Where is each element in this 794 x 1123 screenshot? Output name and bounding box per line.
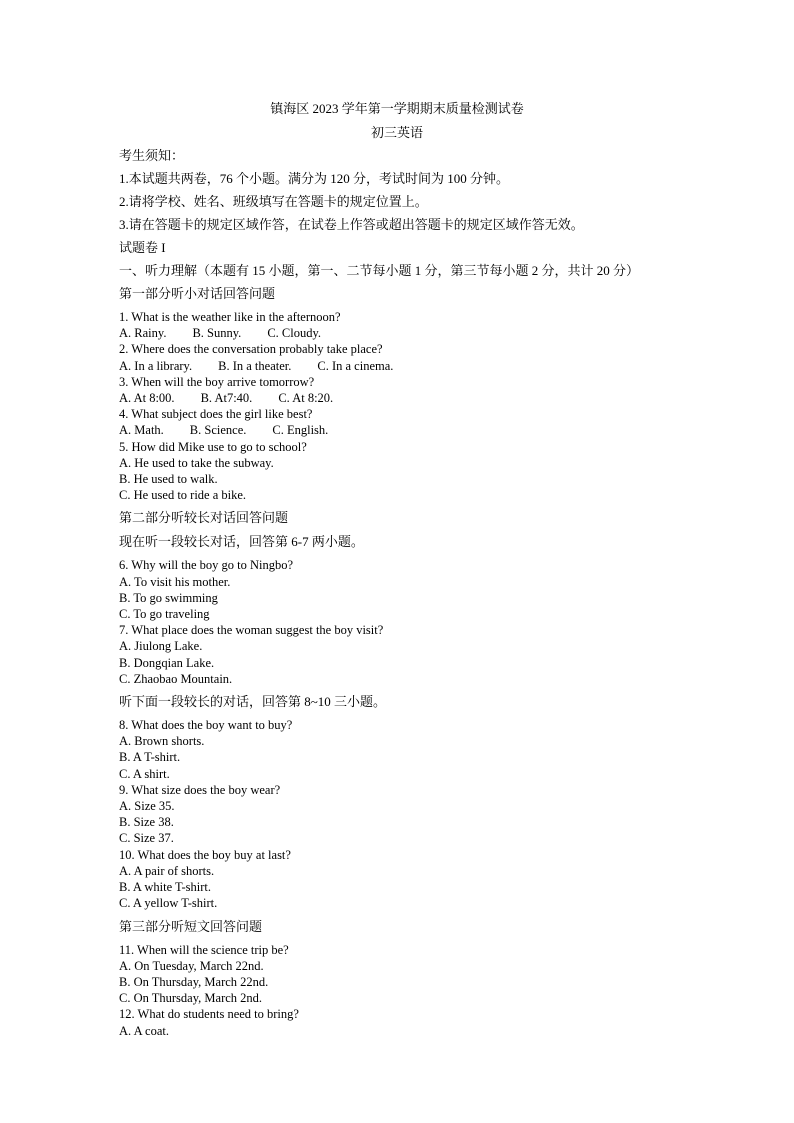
option: A. In a library. — [119, 358, 193, 373]
option-row — [119, 358, 719, 374]
exam-title: 镇海区 2023 学年第一学期期末质量检测试卷 — [270, 101, 524, 116]
part-intro: 听下面一段较长的对话，回答第 8~10 三小题。 — [119, 694, 387, 710]
option: C. English. — [272, 423, 329, 438]
option: B. A T-shirt. — [119, 750, 181, 765]
question-text: 3. When will the boy arrive tomorrow? — [119, 374, 315, 389]
question-text: 6. Why will the boy go to Ningbo? — [119, 558, 294, 573]
option: B. On Thursday, March 22nd. — [119, 974, 269, 989]
question-text: 4. What subject does the girl like best? — [119, 407, 313, 422]
part-title: 第一部分听小对话回答问题 — [119, 286, 276, 301]
question-text: 11. When will the science trip be? — [119, 942, 289, 957]
question-text: 1. What is the weather like in the afternoon? — [119, 310, 341, 324]
option: C. In a cinema. — [317, 358, 394, 373]
option: C. On Thursday, March 2nd. — [119, 991, 263, 1006]
question-text: 2. Where does the conversation probably take place? — [119, 342, 383, 357]
option: C. To go traveling — [119, 607, 210, 622]
option: C. Cloudy. — [267, 326, 322, 341]
option: A. To visit his mother. — [119, 574, 231, 589]
option: B. He used to walk. — [119, 472, 218, 487]
exam-subtitle: 初三英语 — [370, 125, 423, 140]
question-text: 9. What size does the boy wear? — [119, 782, 281, 797]
option: A. A pair of shorts. — [119, 863, 215, 878]
notice-item: 3.请在答题卡的规定区域作答，在试卷上作答或超出答题卡的规定区域作答无效。 — [119, 217, 584, 232]
option: C. A yellow T-shirt. — [119, 896, 218, 911]
notice-item: 1.本试题共两卷，76 个小题。满分为 120 分，考试时间为 100 分钟。 — [119, 171, 510, 186]
notice-item: 2.请将学校、姓名、班级填写在答题卡的规定位置上。 — [119, 194, 428, 209]
option: B. At7:40. — [200, 391, 253, 406]
question-text: 7. What place does the woman suggest the boy visit? — [119, 623, 384, 638]
question-text: 12. What do students need to bring? — [119, 1007, 299, 1022]
option: B. Science. — [189, 423, 247, 438]
option: B. Dongqian Lake. — [119, 655, 215, 670]
exam-content — [119, 148, 719, 1039]
part-intro: 现在听一段较长对话，回答第 6-7 两小题。 — [119, 534, 364, 550]
question-text: 8. What does the boy want to buy? — [119, 718, 293, 733]
option: B. A white T-shirt. — [119, 880, 212, 895]
option-row — [119, 325, 719, 341]
option: A. Brown shorts. — [119, 734, 205, 749]
option: B. Size 38. — [119, 815, 174, 830]
section-title: 一、听力理解（本题有 15 小题，第一、二节每小题 1 分，第三节每小题 2 分，共计 20 分） — [119, 263, 640, 278]
option: C. He used to ride a bike. — [119, 488, 247, 503]
option: C. Size 37. — [119, 831, 174, 846]
option: A. Jiulong Lake. — [119, 639, 203, 654]
option: A. Size 35. — [119, 799, 175, 814]
option: B. In a theater. — [218, 358, 292, 373]
option: C. A shirt. — [119, 766, 170, 781]
notice-heading: 考生须知： — [119, 148, 185, 163]
option: A. At 8:00. — [119, 391, 175, 406]
question-text: 10. What does the boy buy at last? — [119, 847, 291, 862]
option: B. Sunny. — [192, 326, 242, 341]
option: A. On Tuesday, March 22nd. — [119, 958, 264, 973]
option: A. He used to take the subway. — [119, 455, 274, 470]
option: B. To go swimming — [119, 590, 218, 605]
option: C. At 8:20. — [278, 391, 334, 406]
part-title: 第二部分听较长对话回答问题 — [119, 510, 289, 526]
paper-label: 试题卷 I — [119, 240, 166, 255]
option-row — [119, 422, 719, 438]
option: C. Zhaobao Mountain. — [119, 671, 233, 686]
option: A. Rainy. — [119, 326, 167, 341]
part-title: 第三部分听短文回答问题 — [119, 918, 263, 934]
question-text: 5. How did Mike use to go to school? — [119, 439, 307, 454]
option-row — [119, 390, 719, 406]
option: A. A coat. — [119, 1023, 169, 1038]
option: A. Math. — [119, 423, 164, 438]
